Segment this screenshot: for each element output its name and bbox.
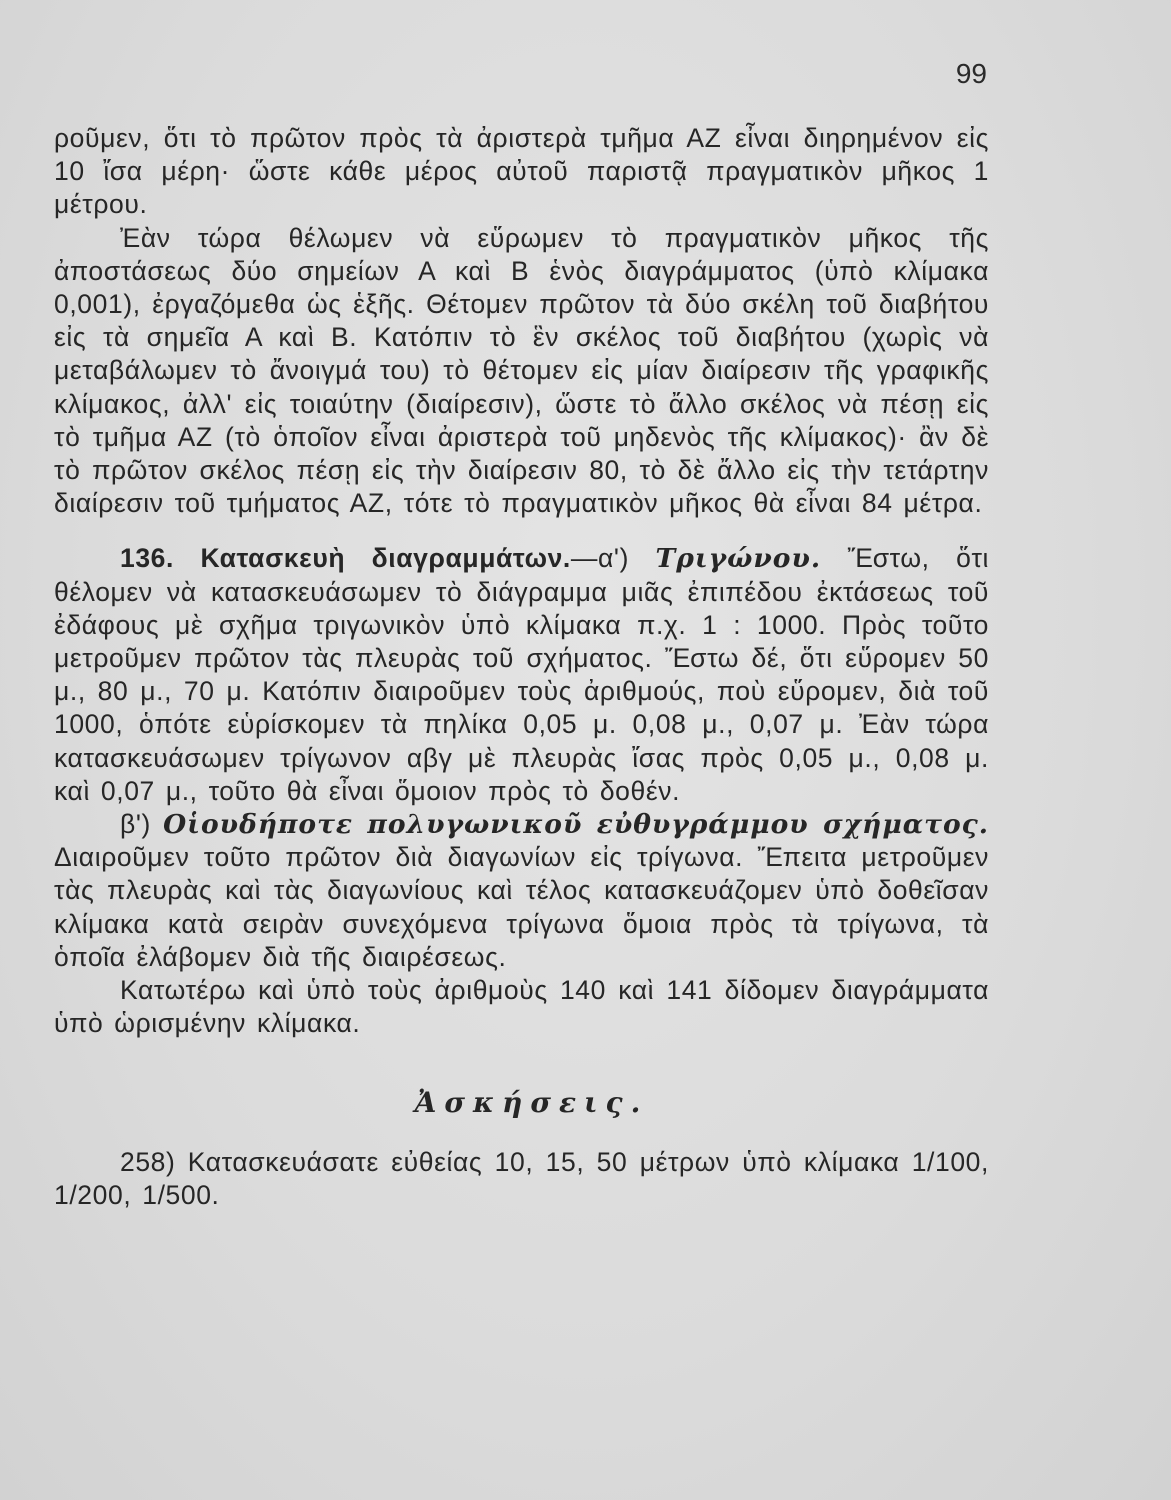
subsection-a-label: —α') [570,543,629,574]
paragraph-measuring-distance: Ἐὰν τώρα θέλωμεν νὰ εὕρωμεν τὸ πραγματικὸν μῆκος τῆς ἀποστάσεως δύο σημείων Α καὶ Β ἑνὸς διαγράμματος (ὑπὸ κλίμακα 0,001), ἐργαζόμεθα ὡς ἑξῆς. Θέτομεν πρῶτον τὰ δύο σκέλη τοῦ διαβήτου εἰς τὰ σημεῖα Α καὶ Β. Κατόπιν τὸ ἓν σκέλος τοῦ διαβήτου (χωρὶς νὰ μεταβάλωμεν τὸ ἄνοιγμά του) τὸ θέτομεν εἰς μίαν διαίρεσιν τῆς γραφικῆς κλίμακος, ἀλλ' εἰς τοιαύτην (διαίρεσιν), ὥστε τὸ ἄλλο σκέλος νὰ πέσῃ εἰς τὸ τμῆμα ΑΖ (τὸ ὁποῖον εἶναι ἀριστερὰ τοῦ μηδενὸς τῆς κλίμακος)· ἂν δὲ τὸ πρῶτον σκέλος πέσῃ εἰς τὴν διαίρεσιν 80, τὸ δὲ ἄλλο εἰς τὴν τετάρτην διαίρεσιν τοῦ τμήματος ΑΖ, τότε τὸ πραγματικὸν μῆκος θὰ εἶναι 84 μέτρα. [54,222,989,519]
section-title: Κατασκευὴ διαγραμμάτων. [200,543,571,574]
body-text [54,122,989,1212]
closing-paragraph: Κατωτέρω καὶ ὑπὸ τοὺς ἀριθμοὺς 140 καὶ 141 δίδομεν διαγράμματα ὑπὸ ὡρισμένην κλίμακα. [54,975,989,1039]
subsection-a-text: Ἔστω, ὅτι θέλομεν νὰ κατασκευάσωμεν τὸ διάγραμμα μιᾶς ἐπιπέδου ἐκτάσεως τοῦ ἐδάφους μὲ σχῆμα τριγωνικὸν ὑπὸ κλίμακα π.χ. 1 : 1000. Πρὸς τοῦτο μετροῦμεν πρῶτον τὰς πλευρὰς τοῦ σχήματος. Ἔστω δέ, ὅτι εὕρομεν 50 μ., 80 μ., 70 μ. Κατόπιν διαιροῦμεν τοὺς ἀριθμούς, ποὺ εὕρομεν, διὰ τοῦ 1000, ὁπότε εὑρίσκομεν τὰ πηλίκα 0,05 μ. 0,08 μ., 0,07 μ. Ἐὰν τώρα κατασκευάσωμεν τρίγωνον αβγ μὲ πλευρὰς ἴσας πρὸς 0,05 μ., 0,08 μ. καὶ 0,07 μ., τοῦτο θὰ εἶναι ὅμοιον πρὸς τὸ δοθέν. [54,543,990,806]
subsection-b [54,808,989,974]
page-number: 99 [955,58,987,89]
section-number: 136. [120,543,174,574]
paragraph-continuation: ροῦμεν, ὅτι τὸ πρῶτον πρὸς τὰ ἀριστερὰ τμῆμα ΑΖ εἶναι διηρημένον εἰς 10 ἴσα μέρη· ὥστε κάθε μέρος αὐτοῦ παριστᾷ πραγματικὸν μῆκος 1 μέτρου. [54,123,989,220]
subsection-b-title: Οἱουδήποτε πολυγωνικοῦ εὐθυγράμμου σχήματος. [163,809,989,841]
exercise-item: 258) Κατασκευάσατε εὐθείας 10, 15, 50 μέτρων ὑπὸ κλίμακα 1/100, 1/200, 1/500. [54,1146,989,1210]
exercises-heading: Ἀσκήσεις. [414,1086,649,1120]
section-136 [54,542,989,808]
subsection-a-title: Τριγώνου. [655,543,822,575]
subsection-b-label: β') [120,809,151,840]
subsection-b-text: Διαιροῦμεν τοῦτο πρῶτον διὰ διαγωνίων εἰς τρίγωνα. Ἔπειτα μετροῦμεν τὰς πλευρὰς καὶ τὰς διαγωνίους καὶ τέλος κατασκευάζομεν ὑπὸ δοθεῖσαν κλίμακα κατὰ σειρὰν συνεχόμενα τρίγωνα ὅμοια πρὸς τὰ τρίγωνα, τὰ ὁποῖα ἐλάβομεν διὰ τῆς διαιρέσεως. [54,842,989,972]
